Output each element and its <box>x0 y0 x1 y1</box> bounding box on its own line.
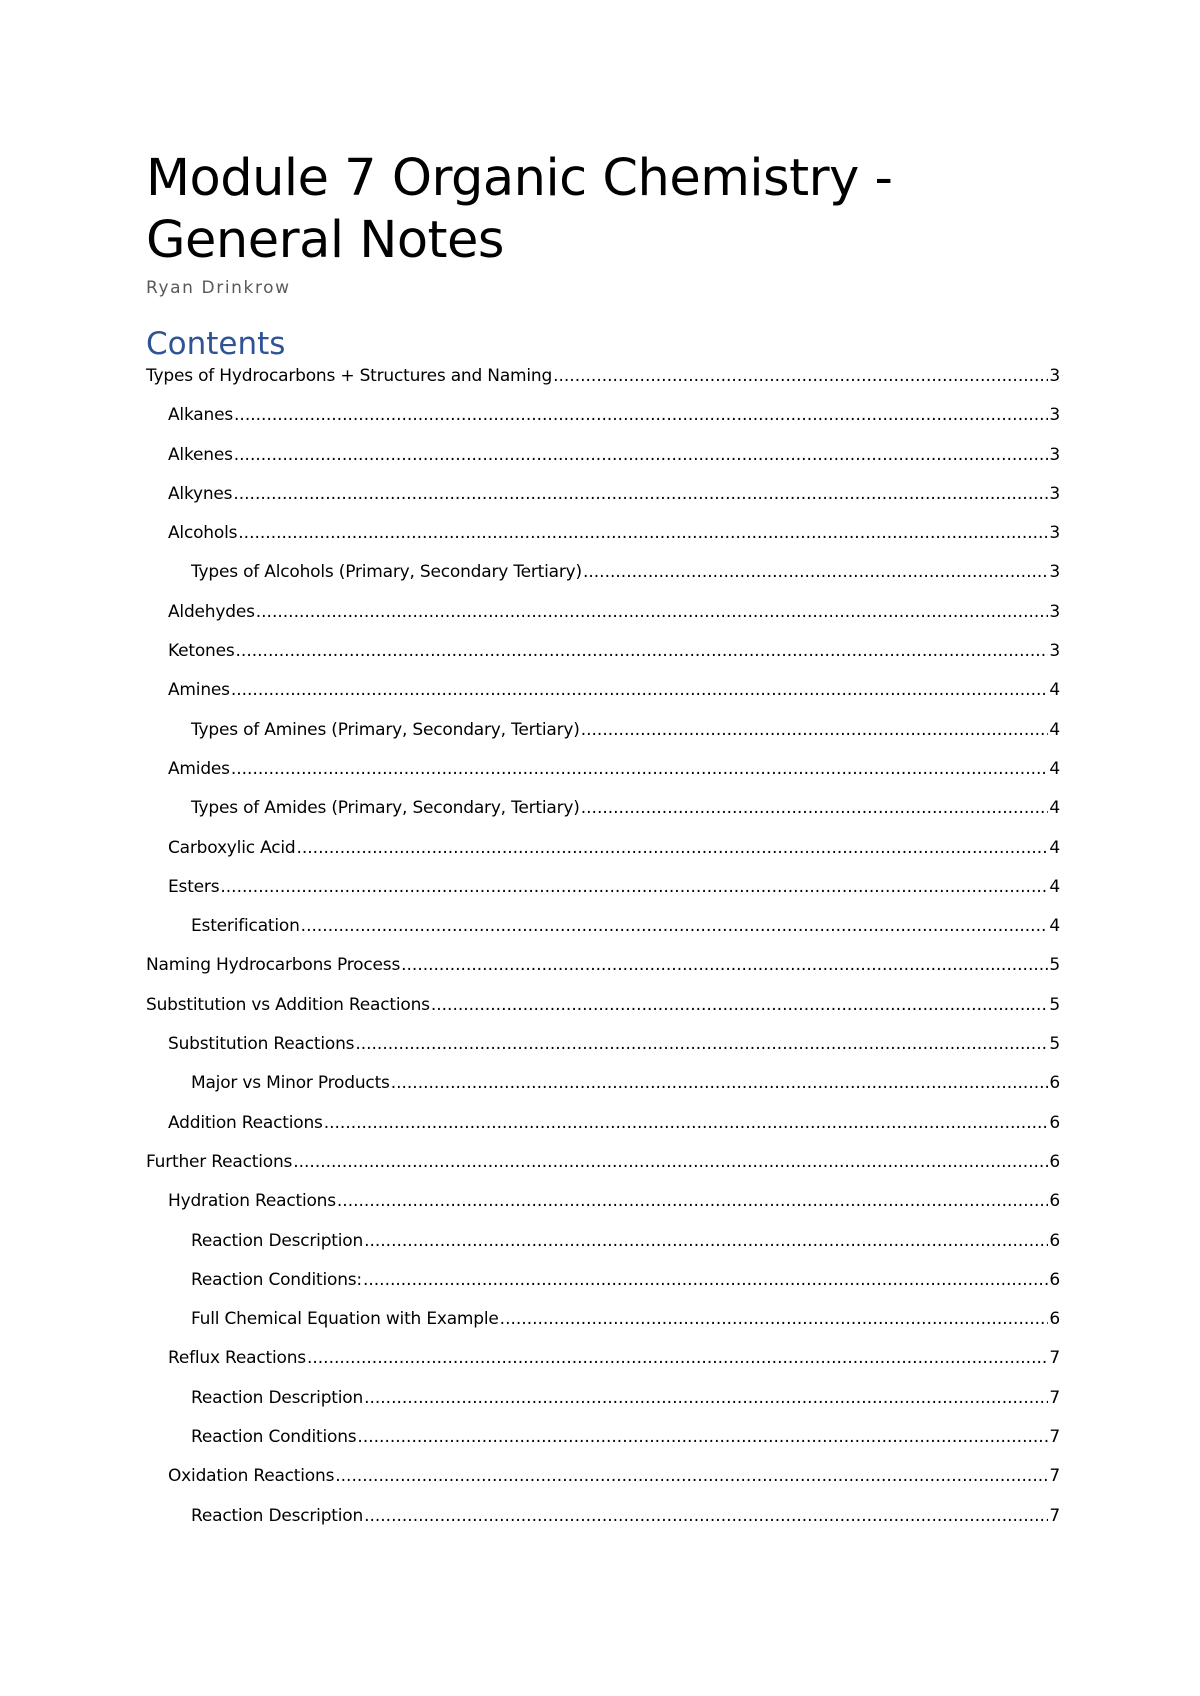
toc-entry[interactable] <box>146 1231 1060 1270</box>
toc-entry-page-number: 4 <box>1049 680 1060 701</box>
toc-dot-leader <box>236 641 1049 661</box>
toc-entry[interactable] <box>146 1270 1060 1309</box>
toc-entry[interactable] <box>146 1152 1060 1191</box>
toc-entry[interactable] <box>146 1348 1060 1387</box>
toc-entry-page-number: 5 <box>1049 1034 1060 1055</box>
toc-entry-title[interactable]: Hydration Reactions <box>168 1191 336 1212</box>
document-author: Ryan Drinkrow <box>146 278 291 298</box>
toc-entry-title[interactable]: Major vs Minor Products <box>191 1073 390 1094</box>
toc-entry-page-number: 3 <box>1049 562 1060 583</box>
toc-entry-page-number: 7 <box>1049 1466 1060 1487</box>
toc-entry-title[interactable]: Alkenes <box>168 444 233 465</box>
toc-entry[interactable] <box>146 366 1060 405</box>
toc-dot-leader <box>431 995 1049 1015</box>
toc-entry[interactable] <box>146 405 1060 444</box>
toc-entry[interactable] <box>146 995 1060 1034</box>
toc-dot-leader <box>355 1034 1048 1054</box>
toc-entry-page-number: 7 <box>1049 1348 1060 1369</box>
toc-entry[interactable] <box>146 1034 1060 1073</box>
toc-dot-leader <box>583 562 1048 582</box>
toc-dot-leader <box>337 1191 1048 1211</box>
toc-entry-page-number: 3 <box>1049 523 1060 544</box>
toc-entry-page-number: 4 <box>1049 719 1060 740</box>
toc-entry-title[interactable]: Substitution vs Addition Reactions <box>146 994 430 1015</box>
toc-entry-title[interactable]: Types of Hydrocarbons + Structures and Naming <box>146 366 553 386</box>
toc-dot-leader <box>231 759 1049 779</box>
toc-dot-leader <box>234 445 1049 465</box>
toc-entry-page-number: 7 <box>1049 1427 1060 1448</box>
toc-dot-leader <box>234 405 1048 425</box>
toc-entry[interactable] <box>146 916 1060 955</box>
toc-entry-title[interactable]: Naming Hydrocarbons Process <box>146 955 401 976</box>
toc-entry-page-number: 4 <box>1049 876 1060 897</box>
document-page <box>146 148 1060 1545</box>
toc-entry-page-number: 3 <box>1049 366 1060 386</box>
toc-entry-page-number: 3 <box>1049 405 1060 426</box>
toc-entry-page-number: 3 <box>1049 444 1060 465</box>
toc-entry-title[interactable]: Further Reactions <box>146 1151 293 1172</box>
toc-entry-title[interactable]: Alkanes <box>168 405 234 426</box>
toc-entry-page-number: 6 <box>1049 1112 1060 1133</box>
toc-entry-page-number: 6 <box>1049 1230 1060 1251</box>
toc-entry[interactable] <box>146 759 1060 798</box>
toc-dot-leader <box>357 1427 1048 1447</box>
toc-entry-title[interactable]: Amides <box>168 758 230 779</box>
toc-heading: Contents <box>146 326 286 362</box>
toc-dot-leader <box>301 916 1049 936</box>
toc-dot-leader <box>391 1073 1049 1093</box>
toc-entry-page-number: 5 <box>1049 955 1060 976</box>
toc-dot-leader <box>293 1152 1048 1172</box>
toc-entry[interactable] <box>146 641 1060 680</box>
toc-entry-title[interactable]: Reaction Conditions: <box>191 1269 362 1290</box>
toc-entry-page-number: 6 <box>1049 1191 1060 1212</box>
toc-entry-page-number: 4 <box>1049 798 1060 819</box>
toc-entry-page-number: 3 <box>1049 601 1060 622</box>
toc-dot-leader <box>581 798 1049 818</box>
toc-dot-leader <box>324 1113 1049 1133</box>
toc-dot-leader <box>500 1309 1049 1329</box>
toc-entry[interactable] <box>146 523 1060 562</box>
toc-entry[interactable] <box>146 1191 1060 1230</box>
toc-entry-title[interactable]: Carboxylic Acid <box>168 837 296 858</box>
toc-entry-page-number: 7 <box>1049 1387 1060 1408</box>
toc-dot-leader <box>220 877 1048 897</box>
toc-entry[interactable] <box>146 1073 1060 1112</box>
toc-entry-title[interactable]: Full Chemical Equation with Example <box>191 1309 499 1330</box>
toc-entry-title[interactable]: Reaction Description <box>191 1387 364 1408</box>
toc-entry-page-number: 4 <box>1049 916 1060 937</box>
toc-dot-leader <box>364 1388 1048 1408</box>
document-title <box>146 148 1060 272</box>
toc-dot-leader <box>296 838 1048 858</box>
toc-entry[interactable] <box>146 1388 1060 1427</box>
toc-entry[interactable] <box>146 720 1060 759</box>
toc-entry[interactable] <box>146 1309 1060 1348</box>
toc-entry-title[interactable]: Oxidation Reactions <box>168 1466 335 1487</box>
toc-entry[interactable] <box>146 1506 1060 1545</box>
toc-entry-page-number: 7 <box>1049 1505 1060 1526</box>
toc-entry-title[interactable]: Reaction Description <box>191 1505 364 1526</box>
toc-entry[interactable] <box>146 602 1060 641</box>
document-title-line1: Module 7 Organic Chemistry - <box>146 149 893 208</box>
toc-dot-leader <box>231 680 1049 700</box>
toc-entry[interactable] <box>146 877 1060 916</box>
toc-dot-leader <box>581 720 1049 740</box>
toc-entry[interactable] <box>146 445 1060 484</box>
toc-entry[interactable] <box>146 1466 1060 1505</box>
toc-entry-title[interactable]: Aldehydes <box>168 601 255 622</box>
toc-entry[interactable] <box>146 1427 1060 1466</box>
toc-entry-title[interactable]: Esters <box>168 876 220 897</box>
toc-entry-title[interactable]: Alkynes <box>168 483 233 504</box>
toc-entry-title[interactable]: Reaction Description <box>191 1230 364 1251</box>
toc-entry[interactable] <box>146 798 1060 837</box>
toc-entry-title[interactable]: Addition Reactions <box>168 1112 323 1133</box>
toc-entry-page-number: 6 <box>1049 1151 1060 1172</box>
toc-dot-leader <box>363 1270 1048 1290</box>
toc-entry-page-number: 3 <box>1049 483 1060 504</box>
toc-entry[interactable] <box>146 838 1060 877</box>
toc-entry-title[interactable]: Substitution Reactions <box>168 1034 355 1055</box>
toc-entry-page-number: 6 <box>1049 1269 1060 1290</box>
toc-entry-title[interactable]: Types of Amides (Primary, Secondary, Tertiary) <box>191 798 580 819</box>
toc-entry-page-number: 5 <box>1049 994 1060 1015</box>
toc-dot-leader <box>335 1466 1048 1486</box>
toc-entry[interactable] <box>146 484 1060 523</box>
toc-entry-title[interactable]: Types of Alcohols (Primary, Secondary Tertiary) <box>191 562 582 583</box>
toc-entry[interactable] <box>146 955 1060 994</box>
toc-entry-page-number: 4 <box>1049 758 1060 779</box>
toc-entry[interactable] <box>146 680 1060 719</box>
toc-entry[interactable] <box>146 562 1060 601</box>
toc-dot-leader <box>553 366 1048 386</box>
toc-dot-leader <box>233 484 1048 504</box>
toc-entry-title[interactable]: Esterification <box>191 916 300 937</box>
toc-entry-title[interactable]: Reaction Conditions <box>191 1427 357 1448</box>
toc-entry-title[interactable]: Types of Amines (Primary, Secondary, Tertiary) <box>191 719 580 740</box>
toc-dot-leader <box>256 602 1049 622</box>
toc-entry[interactable] <box>146 1113 1060 1152</box>
toc-entry-page-number: 3 <box>1049 641 1060 662</box>
toc-entry-title[interactable]: Alcohols <box>168 523 238 544</box>
toc-entry-title[interactable]: Reflux Reactions <box>168 1348 306 1369</box>
document-title-line2: General Notes <box>146 211 504 270</box>
toc-entry-page-number: 6 <box>1049 1309 1060 1330</box>
toc-dot-leader <box>307 1348 1048 1368</box>
toc-entry-page-number: 6 <box>1049 1073 1060 1094</box>
table-of-contents <box>146 366 1060 1545</box>
toc-dot-leader <box>364 1231 1048 1251</box>
toc-entry-page-number: 4 <box>1049 837 1060 858</box>
toc-entry-title[interactable]: Ketones <box>168 641 235 662</box>
toc-dot-leader <box>364 1506 1048 1526</box>
toc-dot-leader <box>238 523 1048 543</box>
toc-entry-title[interactable]: Amines <box>168 680 230 701</box>
toc-dot-leader <box>401 955 1048 975</box>
